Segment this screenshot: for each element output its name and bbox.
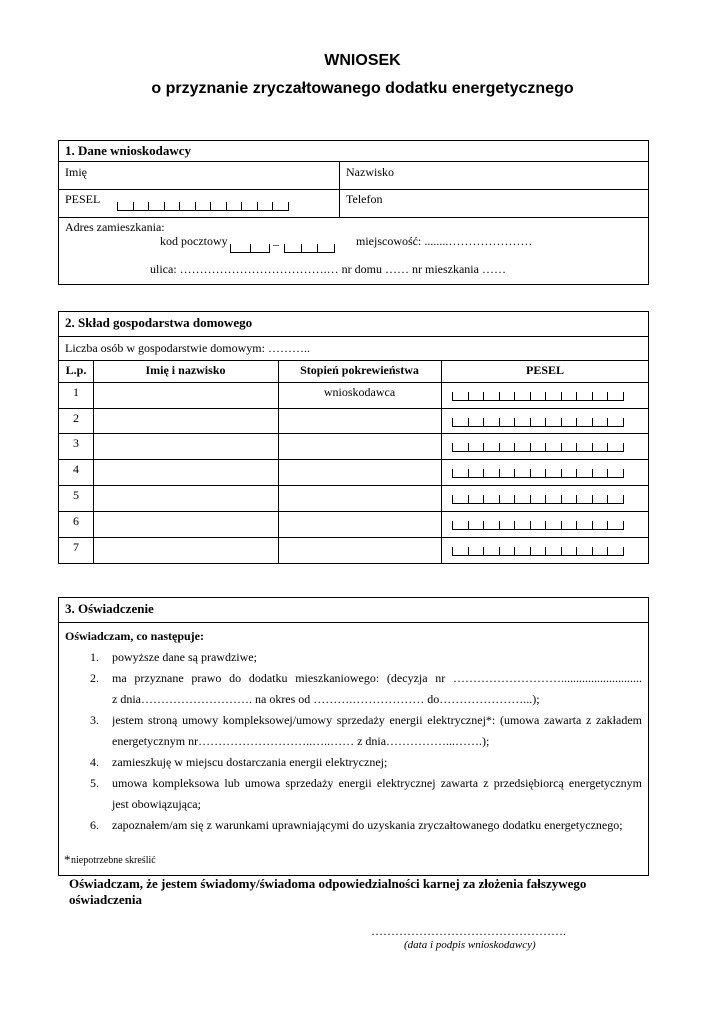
- digit-box-divider: [195, 202, 196, 210]
- digit-box-divider: [576, 443, 577, 451]
- digit-box-divider: [576, 547, 577, 555]
- digit-box-divider: [561, 495, 562, 503]
- item-text-continued: jest obowiązująca;: [112, 797, 201, 811]
- footnote-star: *: [64, 852, 71, 867]
- pesel-field[interactable]: [59, 189, 340, 217]
- item-number: 5.: [90, 776, 99, 790]
- row-lp: 5: [73, 488, 79, 502]
- digit-box-divider: [592, 547, 593, 555]
- household-table-body: [59, 382, 648, 563]
- row-relation: wnioskodawca: [323, 385, 396, 399]
- row-lp: 2: [73, 411, 79, 425]
- digit-box-divider: [468, 547, 469, 555]
- col-lp-header: L.p.: [65, 363, 87, 377]
- digit-box-divider: [514, 469, 515, 477]
- item-text-continued: z dnia………………………. na okres od ……….……………… do…………………...);: [112, 692, 540, 706]
- digit-box-divider: [288, 202, 289, 210]
- liability-statement-continued: oświadczenia: [69, 892, 142, 907]
- section-declaration: [58, 597, 649, 876]
- digit-box-divider: [499, 443, 500, 451]
- digit-box-divider: [269, 244, 270, 252]
- section-household-title: 2. Skład gospodarstwa domowego: [65, 315, 253, 330]
- table-row: [59, 485, 648, 512]
- pesel-label: PESEL: [65, 192, 101, 206]
- household-count-row: [59, 336, 648, 361]
- section-declaration-header: [59, 598, 648, 623]
- last-name-field[interactable]: [340, 161, 648, 189]
- city-field[interactable]: miejscowość: ........…………………: [356, 234, 533, 248]
- digit-box-divider: [530, 547, 531, 555]
- digit-box-divider: [133, 202, 134, 210]
- digit-box-divider: [483, 469, 484, 477]
- household-table-header: [59, 360, 648, 383]
- digit-box-divider: [317, 244, 318, 252]
- postal-code-part2-boxes[interactable]: [284, 244, 335, 253]
- digit-box-divider: [623, 418, 624, 426]
- first-name-field[interactable]: [59, 161, 340, 189]
- row-pesel-boxes[interactable]: [452, 521, 624, 530]
- digit-box-divider: [576, 521, 577, 529]
- digit-box-divider: [499, 418, 500, 426]
- item-text: zapoznałem/am się z warunkami uprawniającymi do uzyskania zryczałtowanego dodatku energetycznego;: [112, 818, 623, 832]
- address-block: [59, 217, 648, 285]
- section-declaration-title: 3. Oświadczenie: [65, 601, 154, 616]
- item-number: 4.: [90, 755, 99, 769]
- digit-box-divider: [179, 202, 180, 210]
- col-relation-header: Stopień pokrewieństwa: [300, 363, 419, 377]
- digit-box-divider: [514, 443, 515, 451]
- digit-box-divider: [592, 495, 593, 503]
- digit-box-divider: [514, 418, 515, 426]
- table-row: [59, 382, 648, 409]
- digit-box-divider: [452, 521, 453, 529]
- digit-box-divider: [530, 521, 531, 529]
- digit-box-divider: [452, 495, 453, 503]
- digit-box-divider: [607, 495, 608, 503]
- digit-box-divider: [623, 521, 624, 529]
- digit-box-divider: [483, 418, 484, 426]
- table-row: [59, 459, 648, 486]
- digit-box-divider: [301, 244, 302, 252]
- row-pesel-boxes[interactable]: [452, 469, 624, 478]
- digit-box-divider: [592, 418, 593, 426]
- item-text-continued: energetycznym nr………………………..…..…… z dnia……………...…….);: [112, 734, 490, 748]
- digit-box-divider: [576, 469, 577, 477]
- digit-box-divider: [561, 392, 562, 400]
- first-name-label: Imię: [65, 165, 87, 179]
- digit-box-divider: [592, 521, 593, 529]
- digit-box-divider: [250, 244, 251, 252]
- row-pesel-boxes[interactable]: [452, 547, 624, 556]
- digit-box-divider: [499, 521, 500, 529]
- section-household-header: [59, 312, 648, 337]
- digit-box-divider: [607, 443, 608, 451]
- digit-box-divider: [452, 418, 453, 426]
- table-row: [59, 537, 648, 563]
- digit-box-divider: [607, 469, 608, 477]
- row-lp: 3: [73, 436, 79, 450]
- section-applicant: [58, 140, 649, 285]
- digit-box-divider: [561, 443, 562, 451]
- digit-box-divider: [607, 418, 608, 426]
- digit-box-divider: [148, 202, 149, 210]
- digit-box-divider: [561, 521, 562, 529]
- postal-code-part1-boxes[interactable]: [230, 244, 270, 253]
- phone-label: Telefon: [346, 192, 383, 206]
- digit-box-divider: [545, 418, 546, 426]
- digit-box-divider: [226, 202, 227, 210]
- footnote-text: niepotrzebne skreślić: [71, 855, 156, 866]
- digit-box-divider: [452, 547, 453, 555]
- table-row: [59, 433, 648, 460]
- item-number: 1.: [90, 650, 99, 664]
- digit-box-divider: [499, 469, 500, 477]
- digit-box-divider: [576, 418, 577, 426]
- digit-box-divider: [592, 443, 593, 451]
- row-pesel-boxes[interactable]: [452, 443, 624, 452]
- item-number: 3.: [90, 713, 99, 727]
- liability-statement: Oświadczam, że jestem świadomy/świadoma odpowiedzialności karnej za złożenia fałszywego: [69, 876, 587, 891]
- item-number: 2.: [90, 671, 99, 685]
- digit-box-divider: [499, 547, 500, 555]
- section-applicant-title: 1. Dane wnioskodawcy: [65, 143, 192, 158]
- digit-box-divider: [530, 443, 531, 451]
- item-text: powyższe dane są prawdziwe;: [112, 650, 257, 664]
- item-text: jestem stroną umowy kompleksowej/umowy sprzedaży energii elektrycznej*: (umowa zawarta z zakładem: [112, 713, 642, 727]
- digit-box-divider: [499, 495, 500, 503]
- digit-box-divider: [592, 392, 593, 400]
- digit-box-divider: [592, 469, 593, 477]
- col-name-header: Imię i nazwisko: [145, 363, 226, 377]
- section-household: [58, 311, 649, 564]
- digit-box-divider: [483, 392, 484, 400]
- table-divider: [93, 360, 94, 563]
- digit-box-divider: [530, 469, 531, 477]
- digit-box-divider: [164, 202, 165, 210]
- digit-box-divider: [452, 443, 453, 451]
- row-lp: 7: [73, 540, 79, 554]
- digit-box-divider: [483, 521, 484, 529]
- postal-code-separator: –: [273, 237, 279, 251]
- form-subtitle: o przyznanie zryczałtowanego dodatku energetycznego: [151, 80, 574, 97]
- last-name-label: Nazwisko: [346, 165, 394, 179]
- digit-box-divider: [468, 418, 469, 426]
- row-lp: 1: [73, 385, 79, 399]
- row-lp: 6: [73, 514, 79, 528]
- digit-box-divider: [514, 392, 515, 400]
- digit-box-divider: [530, 418, 531, 426]
- digit-box-divider: [623, 547, 624, 555]
- applicant-name-row: [59, 161, 648, 190]
- digit-box-divider: [468, 495, 469, 503]
- address-label: Adres zamieszkania:: [65, 220, 165, 234]
- digit-box-divider: [334, 244, 335, 252]
- postal-code-label: kod pocztowy: [160, 234, 228, 248]
- digit-box-divider: [230, 244, 231, 252]
- digit-box-divider: [545, 521, 546, 529]
- digit-box-divider: [530, 392, 531, 400]
- item-text: zamieszkuję w miejscu dostarczania energii elektrycznej;: [112, 755, 388, 769]
- digit-box-divider: [545, 547, 546, 555]
- digit-box-divider: [210, 202, 211, 210]
- digit-box-divider: [468, 443, 469, 451]
- digit-box-divider: [545, 392, 546, 400]
- digit-box-divider: [623, 495, 624, 503]
- row-pesel-boxes[interactable]: [452, 495, 624, 504]
- household-count-field[interactable]: Liczba osób w gospodarstwie domowym: ………..: [65, 341, 310, 355]
- digit-box-divider: [623, 443, 624, 451]
- digit-box-divider: [576, 392, 577, 400]
- digit-box-divider: [623, 392, 624, 400]
- digit-box-divider: [607, 547, 608, 555]
- digit-box-divider: [514, 547, 515, 555]
- digit-box-divider: [483, 443, 484, 451]
- table-divider: [278, 360, 279, 563]
- row-pesel-boxes[interactable]: [452, 418, 624, 427]
- row-pesel-boxes[interactable]: [452, 392, 624, 401]
- form-title: WNIOSEK: [324, 52, 401, 69]
- table-row: [59, 408, 648, 434]
- applicant-pesel-row: [59, 189, 648, 218]
- digit-box-divider: [545, 443, 546, 451]
- pesel-digit-boxes[interactable]: [117, 202, 289, 211]
- signature-line[interactable]: ………………………………………….: [371, 924, 566, 938]
- digit-box-divider: [514, 495, 515, 503]
- item-number: 6.: [90, 818, 99, 832]
- digit-box-divider: [545, 495, 546, 503]
- row-lp: 4: [73, 462, 79, 476]
- digit-box-divider: [468, 392, 469, 400]
- signature-caption: (data i podpis wnioskodawcy): [404, 939, 536, 951]
- digit-box-divider: [241, 202, 242, 210]
- digit-box-divider: [483, 495, 484, 503]
- table-divider: [441, 360, 442, 563]
- digit-box-divider: [272, 202, 273, 210]
- digit-box-divider: [452, 469, 453, 477]
- digit-box-divider: [257, 202, 258, 210]
- declaration-intro: Oświadczam, co następuje:: [65, 629, 204, 643]
- digit-box-divider: [607, 521, 608, 529]
- table-row: [59, 511, 648, 538]
- digit-box-divider: [483, 547, 484, 555]
- item-text: umowa kompleksowa lub umowa sprzedaży energii elektrycznej zawarta z przedsiębiorcą energetycznym: [112, 776, 642, 790]
- digit-box-divider: [545, 469, 546, 477]
- digit-box-divider: [623, 469, 624, 477]
- digit-box-divider: [576, 495, 577, 503]
- digit-box-divider: [117, 202, 118, 210]
- street-line[interactable]: ulica: ……………………………….… nr domu …… nr mieszkania ……: [150, 262, 506, 276]
- digit-box-divider: [530, 495, 531, 503]
- digit-box-divider: [468, 469, 469, 477]
- digit-box-divider: [284, 244, 285, 252]
- digit-box-divider: [514, 521, 515, 529]
- digit-box-divider: [468, 521, 469, 529]
- digit-box-divider: [452, 392, 453, 400]
- digit-box-divider: [561, 418, 562, 426]
- phone-field[interactable]: [340, 189, 648, 217]
- item-text: ma przyznane prawo do dodatku mieszkaniowego: (decyzja nr ………………………...........................: [112, 671, 642, 685]
- col-pesel-header: PESEL: [525, 363, 564, 377]
- digit-box-divider: [607, 392, 608, 400]
- section-applicant-header: [59, 141, 648, 162]
- digit-box-divider: [561, 469, 562, 477]
- digit-box-divider: [499, 392, 500, 400]
- digit-box-divider: [561, 547, 562, 555]
